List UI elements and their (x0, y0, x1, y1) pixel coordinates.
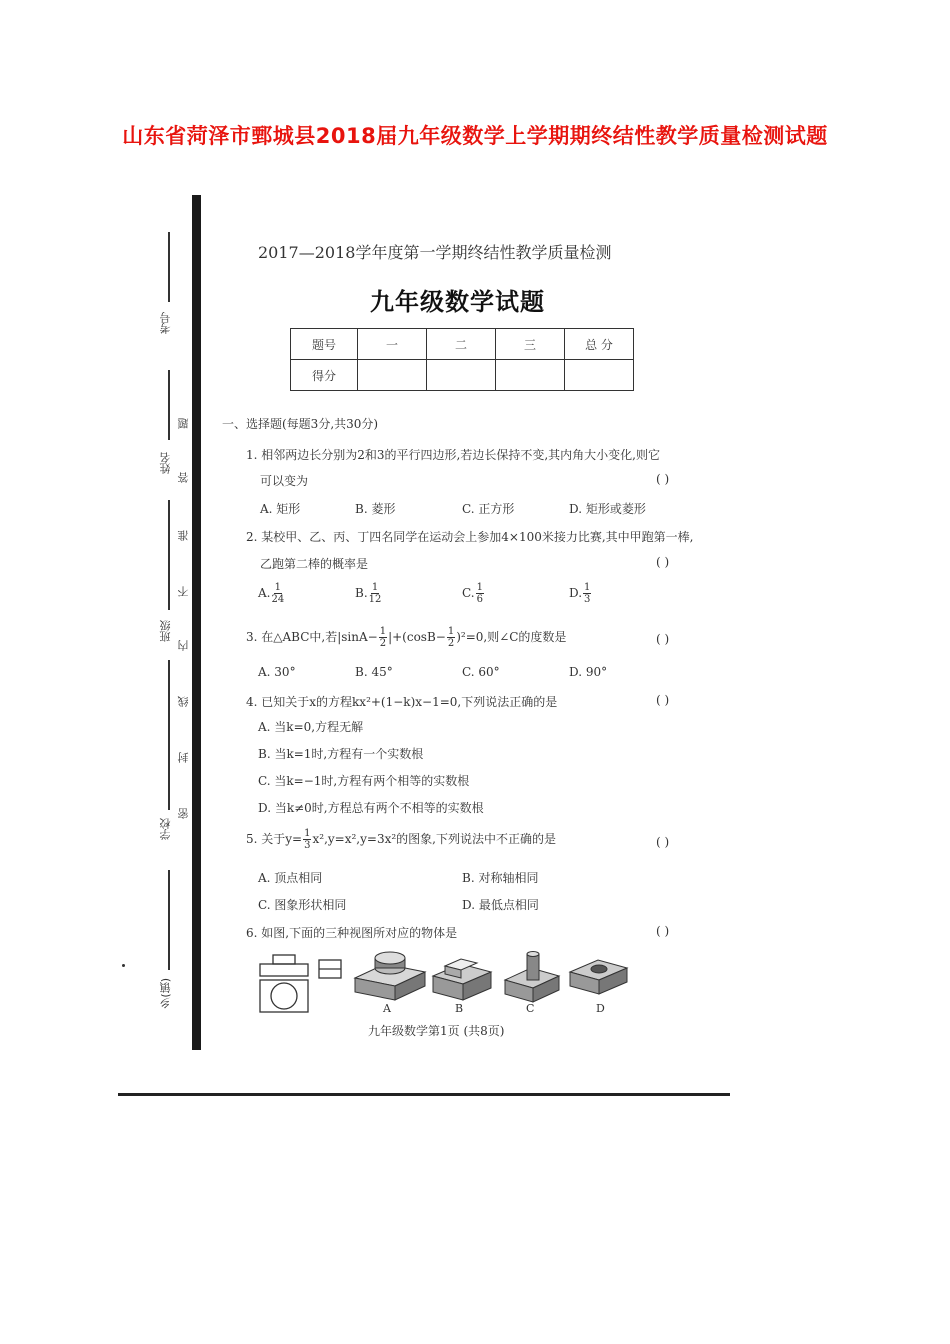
option: A. 顶点相同 (258, 871, 323, 885)
answer-paren: ( ) (656, 632, 670, 646)
table-cell: 得分 (291, 360, 358, 391)
fraction-den: 3 (584, 594, 591, 605)
option-b-figure (433, 959, 491, 1000)
binding-line (168, 500, 170, 610)
binding-bar (192, 195, 201, 1050)
table-cell: 二 (427, 329, 496, 360)
option: C. 正方形 (462, 502, 515, 516)
figure-label-b: B (455, 1002, 464, 1015)
exam-header: 2017—2018学年度第一学期终结性教学质量检测 (258, 243, 612, 262)
option: D. 最低点相同 (462, 898, 539, 912)
fraction-num: 1 (371, 582, 379, 593)
answer-paren: ( ) (656, 924, 670, 938)
table-cell: 三 (496, 329, 565, 360)
fraction (369, 582, 382, 605)
option-a-figure (355, 952, 425, 1000)
seal-char: 答 (177, 472, 190, 483)
option-c-figure (505, 952, 559, 1003)
option-letter: A. (258, 586, 271, 600)
name-label: 姓名 (159, 452, 172, 474)
table-cell: 总 分 (565, 329, 634, 360)
fraction (476, 582, 484, 605)
question-text: 3. 在△ABC中,若|sinA− (246, 630, 378, 644)
answer-paren: ( ) (656, 835, 670, 849)
option: D. 当k≠0时,方程总有两个不相等的实数根 (258, 801, 484, 815)
fraction (379, 626, 387, 649)
question-1: 1. 相邻两边长分别为2和3的平行四边形,若边长保持不变,其内角大小变化,则它 (246, 448, 660, 462)
fraction-den: 2 (447, 638, 455, 649)
figure-label-a: A (383, 1002, 391, 1015)
binding-line (168, 870, 170, 970)
fraction (271, 582, 284, 605)
figure-label-c: C (526, 1002, 535, 1015)
option (569, 582, 592, 605)
score-table (290, 328, 634, 391)
question-text: )²=0,则∠C的度数是 (456, 630, 567, 644)
question-text: |+(cosB− (388, 630, 446, 644)
class-label: 班级 (159, 620, 172, 642)
seal-char: 不 (177, 586, 190, 597)
seal-char: 密 (177, 808, 190, 819)
option: B. 对称轴相同 (462, 871, 539, 885)
township-label: 乡(镇) (159, 978, 172, 1009)
question-2-cont: 乙跑第二棒的概率是 (260, 557, 369, 571)
bottom-rule (118, 1093, 730, 1096)
option: B. 当k=1时,方程有一个实数根 (258, 747, 424, 761)
option: D. 矩形或菱形 (569, 502, 646, 516)
option (258, 582, 285, 605)
fraction-den: 24 (271, 594, 285, 605)
exam-title: 九年级数学试题 (370, 287, 545, 316)
option-d-figure (570, 960, 627, 994)
table-cell (427, 360, 496, 391)
school-label: 学校 (159, 818, 172, 840)
table-cell: 一 (358, 329, 427, 360)
option (462, 582, 485, 605)
fraction-num: 1 (476, 582, 483, 593)
seal-char: 准 (177, 530, 190, 541)
question-4: 4. 已知关于x的方程kx²+(1−k)x−1=0,下列说法正确的是 (246, 695, 558, 709)
fraction-den: 6 (476, 594, 483, 605)
scan-speck (122, 964, 125, 967)
section-heading: 一、选择题(每题3分,共30分) (222, 417, 379, 431)
option: C. 当k=−1时,方程有两个相等的实数根 (258, 774, 470, 788)
seal-char: 题 (177, 418, 190, 429)
fraction-num: 1 (304, 828, 311, 839)
answer-paren: ( ) (656, 472, 670, 486)
question-6: 6. 如图,下面的三种视图所对应的物体是 (246, 926, 458, 940)
fraction-den: 3 (304, 840, 311, 851)
option-letter: C. (462, 586, 475, 600)
question-3 (246, 626, 566, 649)
fraction (583, 582, 591, 605)
fraction-den: 12 (368, 594, 382, 605)
binding-line (168, 370, 170, 440)
option (355, 582, 382, 605)
table-cell: 题号 (291, 329, 358, 360)
page-footer: 九年级数学第1页 (共8页) (368, 1024, 505, 1038)
seal-char: 线 (177, 696, 190, 707)
figure-label-d: D (596, 1002, 605, 1015)
fraction-num: 1 (584, 582, 591, 593)
option: A. 矩形 (260, 502, 301, 516)
fraction (303, 828, 311, 851)
fraction-num: 1 (379, 626, 387, 637)
option: B. 菱形 (355, 502, 396, 516)
answer-paren: ( ) (656, 693, 670, 707)
front-view (260, 955, 308, 1012)
option: C. 60° (462, 665, 500, 679)
binding-line (168, 660, 170, 810)
option: C. 图象形状相同 (258, 898, 347, 912)
option-letter: B. (355, 586, 368, 600)
table-cell (496, 360, 565, 391)
option-letter: D. (569, 586, 583, 600)
option: D. 90° (569, 665, 608, 679)
table-row (291, 360, 634, 391)
option: A. 30° (258, 665, 296, 679)
fraction-den: 2 (379, 638, 387, 649)
question-1-cont: 可以变为 (260, 474, 309, 488)
option: A. 当k=0,方程无解 (258, 720, 364, 734)
table-cell (565, 360, 634, 391)
binding-line (168, 232, 170, 302)
side-view (319, 960, 341, 978)
seal-char: 封 (177, 752, 190, 763)
document-title: 山东省菏泽市鄄城县2018届九年级数学上学期期终结性教学质量检测试题 (122, 124, 828, 148)
table-row (291, 329, 634, 360)
answer-paren: ( ) (656, 555, 670, 569)
question-2: 2. 某校甲、乙、丙、丁四名同学在运动会上参加4×100米接力比赛,其中甲跑第一棒, (246, 530, 694, 544)
fraction-num: 1 (447, 626, 455, 637)
question-text: x²,y=x²,y=3x²的图象,下列说法中不正确的是 (312, 832, 556, 846)
fraction (447, 626, 455, 649)
seal-char: 内 (177, 640, 190, 651)
table-cell (358, 360, 427, 391)
three-view-figures (255, 950, 635, 1020)
question-text: 5. 关于y= (246, 832, 303, 846)
question-5 (246, 828, 556, 851)
exam-number-label: 考号 (159, 312, 172, 334)
option: B. 45° (355, 665, 393, 679)
fraction-num: 1 (274, 582, 282, 593)
